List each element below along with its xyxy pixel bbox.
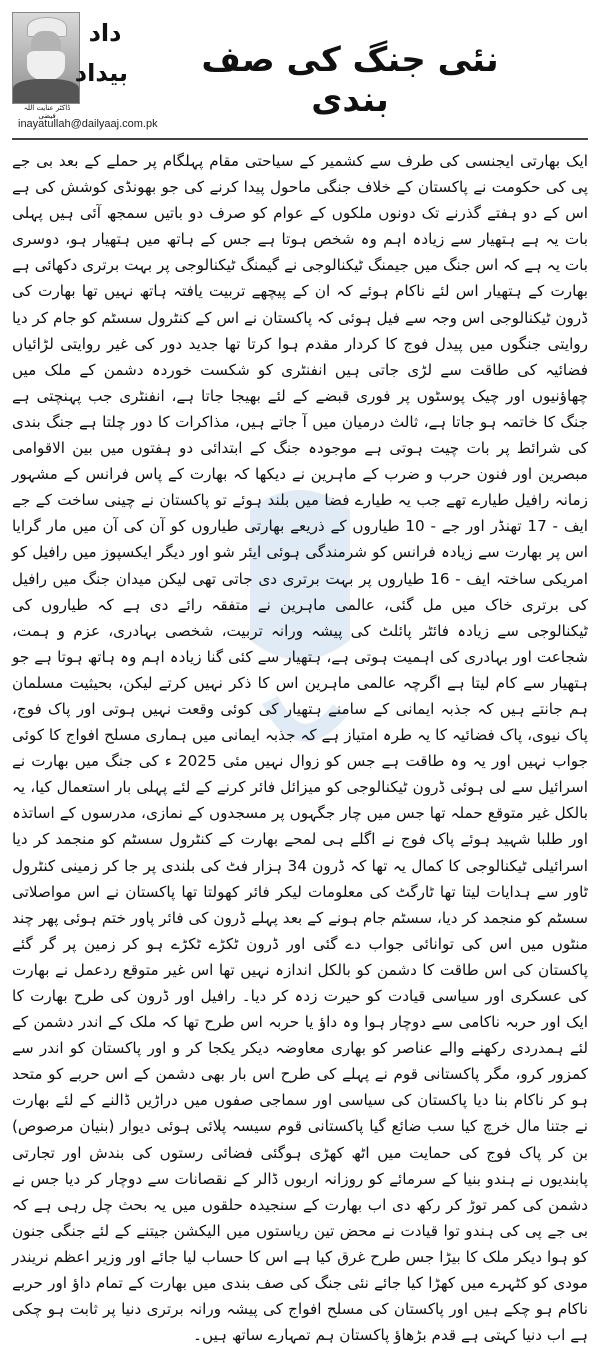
- author-beard: [27, 51, 65, 81]
- author-photo: [12, 12, 80, 104]
- author-email[interactable]: inayatullah@dailyaaj.com.pk: [18, 118, 158, 130]
- header-divider: [12, 138, 588, 140]
- column-name-line2: بیداد: [74, 59, 128, 87]
- author-shoulders: [13, 79, 79, 103]
- article-title: نئی جنگ کی صف بندی: [201, 40, 499, 120]
- column-header: [0, 0, 600, 140]
- article-text: ایک بھارتی ایجنسی کی طرف سے کشمیر کے سیاحتی مقام پہلگام پر حملے کے بعد بی جے پی کی حکومت نے پاکستان کے خلاف جنگی ماحول پیدا کرنے کی جو بھونڈی کوشش کی ہے اس کے دو ہفتے گذرنے تک دونوں ملکوں کے عوام کو صرف دو باتیں سمجھ آئی ہیں پہلی بات یہ ہے ہتھیار سے زیادہ اہم وہ شخص ہوتا ہے جس کے ہاتھ میں ہتھیار ہو، دوسری بات یہ ہے کہ اس جنگ میں جیمنگ ٹیکنالوجی نے گیمنگ ٹیکنالوجی پر بہت برتری دکھائی ہے بھارت کے ہتھیار اس لئے ناکام ہوئے کہ ان کے پیچھے تربیت یافتہ ہاتھ نہیں تھا بھارت کی ڈرون ٹیکنالوجی اس وجہ سے فیل ہوئی کہ پاکستان نے اس کے کنٹرول سسٹم کو جام کر دیا روایتی جنگوں میں پیدل فوج کا کردار مقدم ہوا کرتا تھا جدید دور کی غیر روایتی لڑائیاں فضائیہ کی طاقت سے لڑی جاتی ہیں انفنٹری کو شکست خوردہ دشمن کے ملک میں چھاؤنیوں اور چیک پوسٹوں پر فوری قبضے کے لئے بھیجا جاتا ہے، انفنٹری جب پہنچتی ہے جنگ کا خاتمہ ہو جاتا ہے، ثالث درمیان میں آ جاتے ہیں، مذاکرات کا دور چلتا ہے جنگ بندی کی شرائط پر بات چیت ہوتی ہے موجودہ جنگ کے ابتدائی دو ہفتوں میں بین الاقوامی مبصرین اور فنون حرب و ضرب کے ماہرین نے دیکھا کہ بھارت کے پاس فرانس کے مشہور زمانہ رافیل طیارے تھے جب یہ طیارے فضا میں بلند ہوئے تو پاکستان نے چینی ساخت کے جے ایف - 17 تھنڈر اور جے - 10 طیاروں کے ذریعے بھارتی طیاروں کو آن کی آن میں مار گرایا اس پر بھارت سے زیادہ فرانس کو شرمندگی ہوئی ایئر شو اور دیگر ایکسپوز میں رافیل کو امریکی ساختہ ایف - 16 طیاروں پر بہت برتری دی جاتی تھی لیکن میدان جنگ میں رافیل کی برتری خاک میں مل گئی، عالمی ماہرین نے متفقہ رائے دی ہے کہ طیاروں کی ٹیکنالوجی سے زیادہ فائٹر پائلٹ کی پیشہ ورانہ تربیت، شخصی بہادری، عزم و ہمت، شجاعت اور بہادری کی اہمیت ہوتی ہے، ہتھیار سے کئی گنا زیادہ اہم وہ ہاتھ ہوتا ہے جو ہتھیار سے کام لیتا ہے اگرچہ عالمی ماہرین اس کا ذکر نہیں کرتے لیکن، بحیثیت مسلمان ہم جانتے ہیں کہ جذبہ ایمانی کے سامنے ہتھیار کی کوئی وقعت نہیں ہوتی اور پاک فوج، پاک نیوی، پاک فضائیہ کا یہ طرہ امتیاز ہے کہ جذبہ ایمانی میں ہماری مسلح افواج کا کوئی جواب نہیں اور یہ وہ طاقت ہے جس کو زوال نہیں مئی 2025 ء کی جنگ میں بھارت نے اسرائیل سے لی ہوئی ڈرون ٹیکنالوجی کو میزائل فائر کرنے کے لئے پہلی بار استعمال کیا، یہ بالکل غیر متوقع حملہ تھا جس میں چار جگہوں پر مسجدوں کے نمازی، مدرسوں کے اساتذہ اور طلبا شہید ہوئے پاک فوج نے اگلے ہی لمحے بھارت کے کنٹرول سسٹم کو منجمد کر دیا اسرائیلی ٹیکنالوجی کا کمال یہ تھا کہ ڈرون 34 ہزار فٹ کی بلندی پر جا کر زمینی کنٹرول ٹاور سے ہدایات لیتا تھا ٹارگٹ کی معلومات لیکر فائر کھولتا تھا پاکستان نے اس مواصلاتی سسٹم کو منجمد کر دیا، سسٹم جام ہونے کے بعد پہلے ڈرون کی فائر پاور ختم ہوئی پھر چند منٹوں میں اس کی توانائی جواب دے گئی اور ڈرون ٹکڑے ٹکڑے ہو کر زمین پر گر گئے پاکستان کی اس طاقت کا دشمن کو بالکل اندازہ نہیں تھا اس غیر متوقع ردعمل نے بھارت کی عسکری اور سیاسی قیادت کو حیرت زدہ کر دیا۔ رافیل اور ڈرون کی طرح بھارت کا ایک اور حربہ ناکامی سے دوچار ہوا وہ داؤ یا حربہ اس طرح تھا کہ ملک کے اندر دشمن کے لئے ہمدردی رکھنے والے عناصر کو بھاری معاوضہ دیکر یکجا کر و اور پاکستان کو اندر سے کمزور کرو، مگر پاکستانی قوم نے پہلے کی طرح اس بار بھی دشمن کے اس حربے کو متحد ہو کر ناکام بنا دیا پاکستان کی سیاسی اور سماجی صفوں میں دراڑیں ڈالنے کے لئے بھارت نے جتنا مال خرچ کیا سب ضائع گیا پاکستانی قوم سیسہ پلائی ہوئی دیوار (بنیان مرصوص) بن کر پاک فوج کی حمایت میں اٹھ کھڑی ہوگئی فضائی رستوں کی بندش اور تجارتی پابندیوں نے ہندو بنیا کے سرمائے کو روزانہ اربوں ڈالر کے نقصانات سے دوچار کر دیا جس نے دشمن کی کمر توڑ کر رکھ دی اب بھارت کے سنجیدہ حلقوں میں یہ بحث چل رہی ہے کہ بی جے پی کی ہندو توا قیادت نے محض تین ریاستوں میں الیکشن جیتنے کے لئے جنگی جنون کو ہوا دیکر ملک کا بیڑا جس طرح غرق کیا ہے اس کا حساب لیا جائے اور وزیر اعظم نریندر مودی کو کٹہرے میں کھڑا کیا جائے نئی جنگ کی صف بندی میں بھارت کے تمام داؤ اور حربے ناکام ہو چکے ہیں اور پاکستان کی مسلح افواج کی پیشہ ورانہ برتری دنیا پر ثابت ہو چکی ہے اب دنیا کہتی ہے قدم بڑھاؤ پاکستان ہم تمہارے ساتھ ہیں۔: [12, 152, 588, 1345]
- article-body: [12, 148, 588, 1345]
- author-name: ڈاکٹر عنایت اللہ فیضی: [23, 104, 71, 120]
- column-name-line1: داد: [88, 19, 122, 47]
